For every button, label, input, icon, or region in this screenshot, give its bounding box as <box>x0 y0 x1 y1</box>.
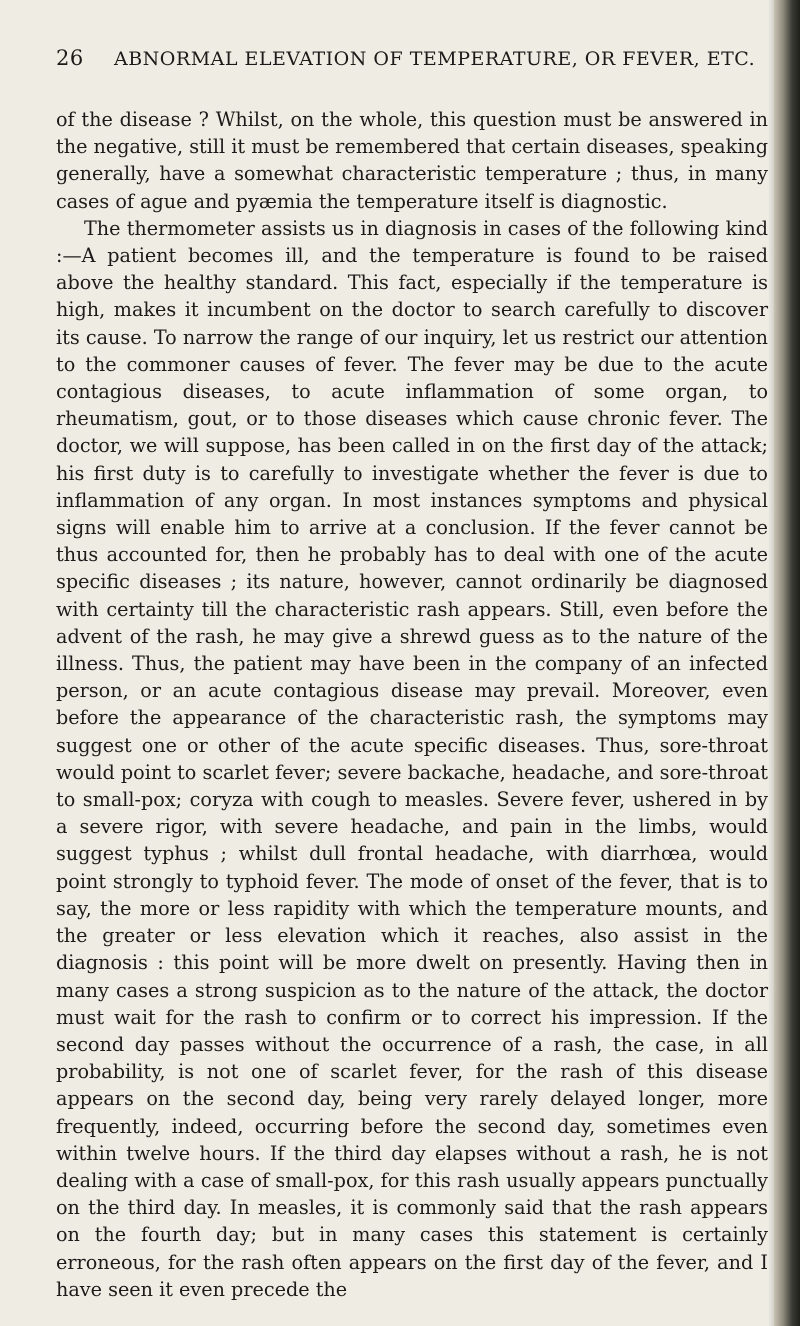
paragraph-continuation: of the disease ? Whilst, on the whole, this question must be answered in the negative, still it must be remembered that certain diseases, speaking generally, have a somewhat characteristic temperature ; thus, in many cases of ague and pyæmia the temperature itself is diagnostic. <box>56 108 768 213</box>
page-number: 26 <box>56 46 84 70</box>
running-head <box>56 46 768 86</box>
chapter-heading: ABNORMAL ELEVATION OF TEMPERATURE, OR FEVER, ETC. <box>114 48 756 70</box>
book-page <box>56 46 768 1303</box>
paragraph-thermometer: The thermometer assists us in diagnosis in cases of the following kind :—A patient becomes ill, and the temperature is found to be raised above the healthy standard. This fact, especially if the temperature is high, makes it incumbent on the doctor to search carefully to discover its cause. To narrow the range of our inquiry, let us restrict our attention to the commoner causes of fever. The fever may be due to the acute contagious diseases, to acute inflammation of some organ, to rheumatism, gout, or to those diseases which cause chronic fever. The doctor, we will suppose, has been called in on the first day of the attack; his first duty is to carefully to investigate whether the fever is due to inflammation of any organ. In most instances symptoms and physical signs will enable him to arrive at a conclusion. If the fever cannot be thus accounted for, then he probably has to deal with one of the acute specific diseases ; its nature, however, cannot ordinarily be diagnosed with certainty till the characteristic rash appears. Still, even before the advent of the rash, he may give a shrewd guess as to the nature of the illness. Thus, the patient may have been in the company of an infected person, or an acute contagious disease may prevail. Moreover, even before the appearance of the characteristic rash, the symptoms may suggest one or other of the acute specific diseases. Thus, sore-throat would point to scarlet fever; severe backache, headache, and sore-throat to small-pox; coryza with cough to measles. Severe fever, ushered in by a severe rigor, with severe headache, and pain in the limbs, would suggest typhus ; whilst dull frontal headache, with diarrhœa, would point strongly to typhoid fever. The mode of onset of the fever, that is to say, the more or less rapidity with which the temperature mounts, and the greater or less elevation which it reaches, also assist in the diagnosis : this point will be more dwelt on presently. Having then in many cases a strong suspicion as to the nature of the attack, the doctor must wait for the rash to confirm or to correct his impression. If the second day passes without the occurrence of a rash, the case, in all probability, is not one of scarlet fever, for the rash of this disease appears on the second day, being very rarely delayed longer, more frequently, indeed, occurring before the second day, sometimes even within twelve hours. If the third day elapses without a rash, he is not dealing with a case of small-pox, for this rash usually appears punctually on the third day. In measles, it is commonly said that the rash appears on the fourth day; but in many cases this statement is certainly erroneous, for the rash often appears on the first day of the fever, and I have seen it even precede the <box>56 216 768 1301</box>
book-binding <box>774 0 800 1326</box>
body-text <box>56 106 768 1303</box>
